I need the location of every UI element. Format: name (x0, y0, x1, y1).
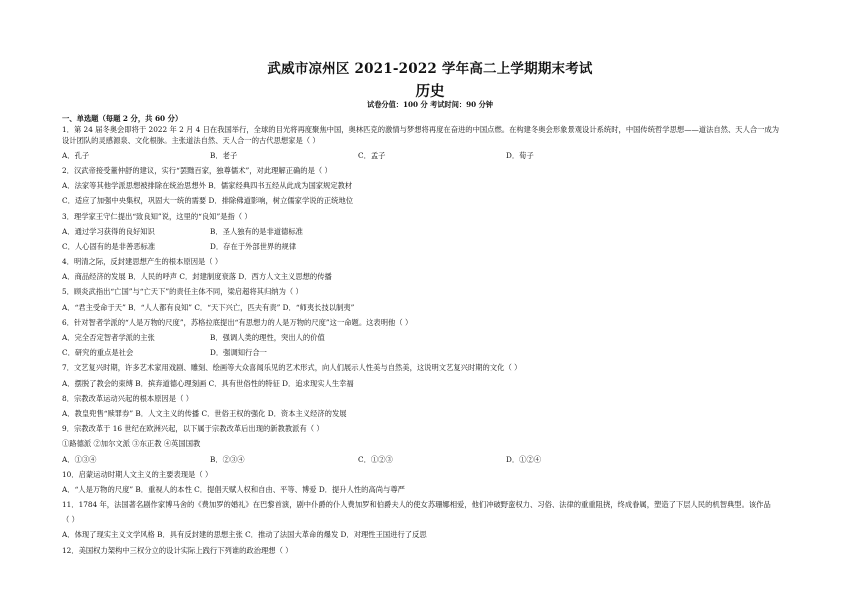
question-9-items: ①路德派 ②加尔文派 ③东正教 ④英国国教 (62, 439, 201, 449)
question-6-stem: 6．针对智者学派的“人是万物的尺度”，苏格拉底提出“有思想力的人是万物的尺度”这一命题。这表明他（ ） (62, 317, 413, 327)
option-c: C．孟子 (358, 150, 386, 160)
question-3-options-cd (62, 242, 802, 253)
question-11-stem-line1: 11．1784 年，法国著名剧作家博马舍的《费加罗的婚礼》在巴黎首演，剧中仆爵的仆人费加罗和伯爵夫人的使女苏珊娜相爱，他们冲破野蛮权力、习俗、法律的重重阻挠，终成眷属，塑造了下层人民的机智典型。该作品 (62, 500, 771, 510)
question-list (62, 114, 802, 556)
option-d: D．①②④ (506, 454, 542, 464)
question-5-options: A．“君主受命于天” B．“人人都有良知” C．“天下兴亡，匹夫有责” D．“师夷长技以制夷” (62, 302, 355, 312)
question-9-options (62, 455, 802, 466)
question-8-stem: 8．宗教改革运动兴起的根本原因是（ ） (62, 393, 194, 403)
option-b: B．强调人类的理性，突出人的价值 (210, 333, 325, 343)
question-5-stem: 5．顾炎武指出“亡国”与“亡天下”的责任主体不同，梁启超将其归纳为（ ） (62, 287, 303, 297)
option-b: B．圣人独有的是非道德标准 (210, 226, 303, 236)
exam-meta: 试卷分值：100 分 考试时间：90 分钟 (367, 100, 493, 109)
question-9-stem: 9．宗教改革于 16 世纪在欧洲兴起，以下属于宗教改革后出现的新教教派有（ ） (62, 424, 324, 434)
option-a: A．通过学习获得的良好知识 (62, 226, 155, 236)
question-1-options (62, 151, 802, 162)
question-6-options-ab (62, 333, 802, 344)
option-d: D．荀子 (506, 150, 534, 160)
question-7-stem: 7．文艺复兴时期，许多艺术家用戏剧、雕刻、绘画等大众喜闻乐见的艺术形式，向人们展示人性美与自然美，这说明文艺复兴时期的文化（ ） (62, 363, 522, 373)
question-1-stem-line1: 1．第 24 届冬奥会即将于 2022 年 2 月 4 日在我国举行，全球的目光将再度聚焦中国，奥林匹克的激情与梦想将再度在奋进的中国点燃。在构建冬奥会形象景观设计系统时，中国传统哲学思想——道法自然、天人合一成为 (62, 124, 780, 134)
question-11-stem-line2: （ ） (62, 515, 79, 525)
question-10-stem: 10．启蒙运动时期人文主义的主要表现是（ ） (62, 469, 213, 479)
option-a: A．完全否定智者学派的主张 (62, 333, 155, 343)
question-11-options: A．体现了现实主义文学风格 B．具有反封建的思想主张 C．推动了法国大革命的爆发 D．对理性王国进行了反思 (62, 530, 427, 540)
option-c: C．研究的重点是社会 (62, 348, 134, 358)
question-3-stem: 3．理学家王守仁提出“致良知”说，这里的“良知”是指（ ） (62, 211, 252, 221)
option-b: B．②③④ (210, 454, 245, 464)
question-1-stem-line2: 设计团队的灵感源泉、文化根脉。主张道法自然、天人合一的古代思想家是（ ） (62, 135, 320, 145)
question-7-options: A．摆脱了教会的束缚 B．摈弃道德心理刻画 C．具有世俗性的特征 D．追求现实人生幸福 (62, 378, 354, 388)
option-c: C．人心固有的是非善恶标准 (62, 241, 156, 251)
option-a: A．孔子 (62, 150, 90, 160)
question-6-options-cd (62, 348, 802, 359)
question-12-stem: 12．美国权力架构中三权分立的设计实际上践行下列谁的政治理想（ ） (62, 545, 293, 555)
option-d: D．存在于外部世界的规律 (210, 241, 297, 251)
exam-subject: 历史 (415, 83, 445, 100)
question-8-options: A．教皇兜售“赎罪券” B．人文主义的传播 C．世俗王权的强化 D．资本主义经济的发展 (62, 408, 347, 418)
question-2-options-ab: A．法家等其他学派思想被排除在统治思想外 B．儒家经典四书五经从此成为国家规定教材 (62, 181, 353, 191)
question-4-options: A．商品经济的发展 B．人民的呼声 C．封建制度衰落 D．西方人文主义思想的传播 (62, 272, 332, 282)
option-c: C．①②③ (358, 454, 393, 464)
question-3-options-ab (62, 227, 802, 238)
question-2-stem: 2．汉武帝接受董仲舒的建议，实行“罢黜百家，独尊儒术”，对此理解正确的是（ ） (62, 165, 332, 175)
question-2-options-cd: C．适应了加强中央集权，巩固大一统的需要 D．排除佛道影响，树立儒家学说的正统地位 (62, 196, 354, 206)
option-a: A．①③④ (62, 454, 97, 464)
option-b: B．老子 (210, 150, 238, 160)
option-d: D．强调知行合一 (210, 348, 267, 358)
exam-title: 武威市凉州区 2021-2022 学年高二上学期期末考试 (267, 61, 593, 77)
question-4-stem: 4．明清之际，反封建思想产生的根本原因是（ ） (62, 257, 223, 267)
section-heading: 一、单选题（每题 2 分，共 60 分） (62, 114, 183, 123)
question-10-options: A．“人是万物的尺度” B．重视人的本性 C．提倡天赋人权和自由、平等、博爱 D．提升人性的高尚与尊严 (62, 484, 405, 494)
